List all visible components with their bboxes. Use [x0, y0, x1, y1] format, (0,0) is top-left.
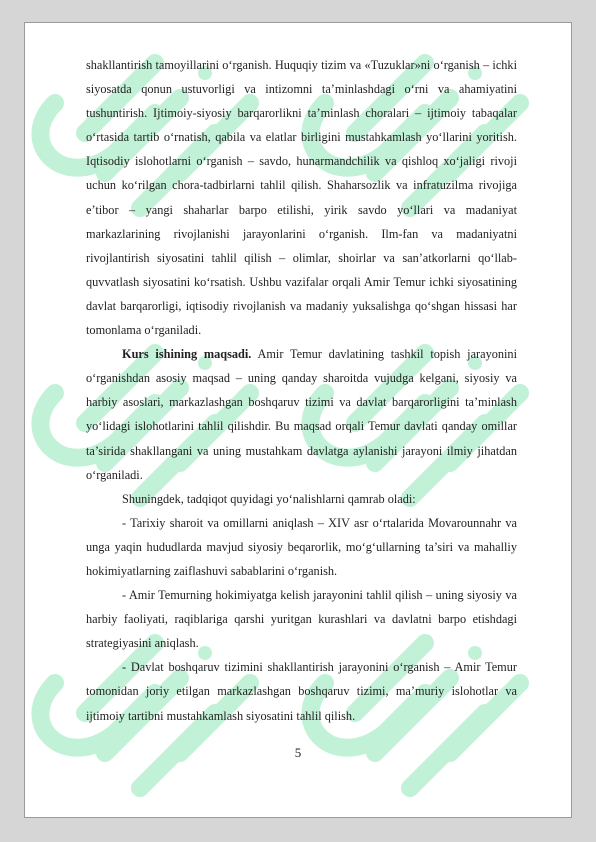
paragraph-text: Shuningdek, tadqiqot quyidagi yo‘nalishlarni qamrab oladi:: [122, 491, 416, 506]
list-item-historical-conditions: [86, 511, 517, 583]
paragraph-tasks-continued: [86, 53, 517, 342]
paragraph-text: shakllantirish tamoyillarini o‘rganish. Huquqiy tizim va «Tuzuklar»ni o‘rganish – ichki siyosatda qonun ustuvorligi va intizomni ta’minlashdagi o‘rni va ahamiyatini tushuntirish. Ijtimoiy-siyosiy barqarorlikni ta’minlash choralari – ijtimoiy tabaqalar o‘rtasida tartib o‘rnatish, qabila va elatlar birligini mustahkamlash yo‘llarini yoritish. Iqtisodiy islohotlarni o‘rganish – savdo, hunarmandchilik va qishloq xo‘jaligi rivoji uchun ko‘rilgan chora-tadbirlarni tahlil qilish. Shaharsozlik va infratuzilma rivojiga e’tibor – yangi shaharlar barpo etilishi, yirik savdo yo‘llari va madaniyat markazlarining rivojlanishi jarayonlarini o‘rganish. Ilm-fan va madaniyatni rivojlantirish siyosatini tahlil qilish – olimlar, shoirlar va san’atkorlarni qo‘llab-quvvatlash siyosatini ko‘rsatish. Ushbu vazifalar orqali Amir Temur ichki siyosatining davlat barqarorligi, iqtisodiy rivojlanish va madaniy yuksalishga qo‘shgan hissasi har tomonlama o‘rganiladi.: [86, 58, 517, 338]
paragraph-text: Amir Temur davlatining tashkil topish jarayonini o‘rganishdan asosiy maqsad – uning qanday sharoitda vujudga kelgani, siyosiy va harbiy asoslari, markazlashgan boshqaruv tizimi va davlat barqarorligini ta’minlash yo‘lidagi islohotlarini tahlil qilishdir. Bu maqsad orqali Temur davlati qanday omillar ta’sirida shakllangani va uning mustahkam davlatga aylanishi jarayoni ilmiy jihatdan o‘rganiladi.: [86, 347, 518, 482]
paragraph-text: - Davlat boshqaruv tizimini shakllantirish jarayonini o‘rganish – Amir Temur tomonidan joriy etilgan markazlashgan boshqaruv tizimi, ma’muriy islohotlar va ijtimoiy tartibni mustahkamlash siyosatini tahlil qilish.: [86, 660, 517, 723]
paragraph-text: - Amir Temurning hokimiyatga kelish jarayonini tahlil qilish – uning siyosiy va harbiy faoliyati, raqiblariga qarshi yuritgan kurashlari va davlatni barpo etishdagi strategiyasini aniqlash.: [86, 588, 517, 651]
paragraph-text: - Tarixiy sharoit va omillarni aniqlash – XIV asr o‘rtalarida Movarounnahr va unga yaqin hududlarda mavjud siyosiy beqarorlik, mo‘g‘ullarning ta’siri va mahalliy hokimiyatlarning zaiflashuvi sabablarini o‘rganish.: [86, 515, 517, 578]
body-text: [86, 53, 517, 728]
paragraph-directions-intro: [86, 487, 517, 511]
paragraph-purpose: [86, 342, 517, 487]
list-item-governance-system: [86, 655, 517, 727]
page-number: 5: [294, 745, 302, 760]
list-item-rise-to-power: [86, 583, 517, 655]
paragraph-lead: Kurs ishining maqsadi.: [122, 347, 252, 362]
document-page: [24, 22, 572, 818]
